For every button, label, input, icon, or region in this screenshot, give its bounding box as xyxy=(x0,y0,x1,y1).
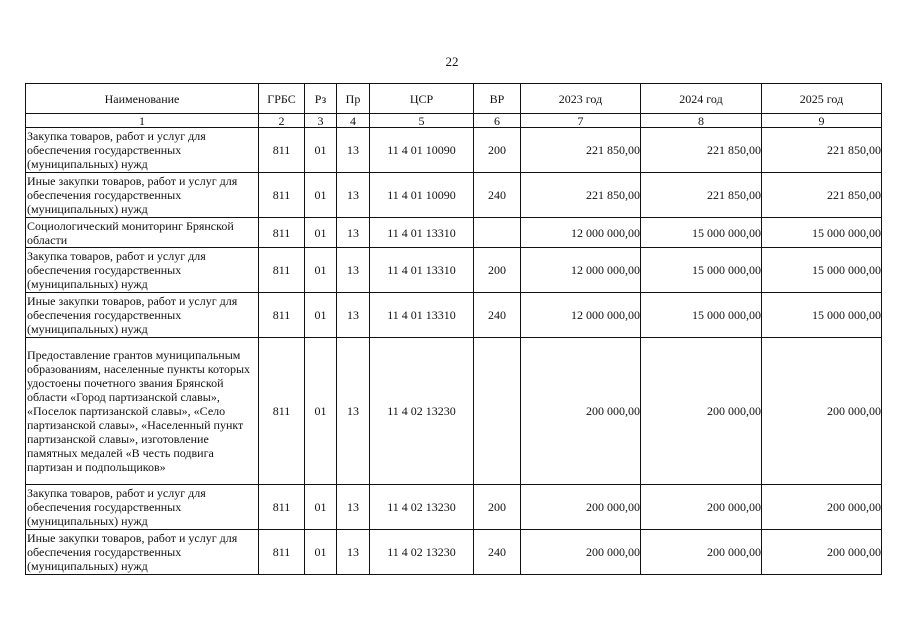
row-amount-2024: 221 850,00 xyxy=(641,173,762,218)
row-amount-2025: 200 000,00 xyxy=(762,530,882,575)
row-vr: 200 xyxy=(474,248,521,293)
row-grbs: 811 xyxy=(259,218,305,248)
column-number: 6 xyxy=(474,114,521,128)
column-header-rz: Рз xyxy=(305,84,337,114)
table-row xyxy=(26,530,882,575)
column-number-row xyxy=(26,114,882,128)
budget-table xyxy=(25,83,882,575)
row-amount-2024: 15 000 000,00 xyxy=(641,218,762,248)
row-rz: 01 xyxy=(305,128,337,173)
row-amount-2024: 15 000 000,00 xyxy=(641,248,762,293)
row-csr: 11 4 01 10090 xyxy=(370,173,474,218)
row-amount-2025: 15 000 000,00 xyxy=(762,293,882,338)
row-csr: 11 4 01 13310 xyxy=(370,248,474,293)
table-row xyxy=(26,173,882,218)
row-amount-2023: 221 850,00 xyxy=(521,128,641,173)
table-row xyxy=(26,248,882,293)
column-header-grbs: ГРБС xyxy=(259,84,305,114)
row-pr: 13 xyxy=(337,128,370,173)
row-csr: 11 4 02 13230 xyxy=(370,530,474,575)
row-grbs: 811 xyxy=(259,293,305,338)
row-amount-2023: 200 000,00 xyxy=(521,485,641,530)
row-pr: 13 xyxy=(337,530,370,575)
row-csr: 11 4 01 13310 xyxy=(370,218,474,248)
row-grbs: 811 xyxy=(259,173,305,218)
row-amount-2023: 200 000,00 xyxy=(521,530,641,575)
row-name: Иные закупки товаров, работ и услуг для обеспечения государственных (муниципальных) нужд xyxy=(26,173,259,218)
row-rz: 01 xyxy=(305,293,337,338)
row-name: Закупка товаров, работ и услуг для обеспечения государственных (муниципальных) нужд xyxy=(26,248,259,293)
row-rz: 01 xyxy=(305,218,337,248)
row-vr: 240 xyxy=(474,293,521,338)
row-amount-2024: 200 000,00 xyxy=(641,485,762,530)
row-amount-2023: 12 000 000,00 xyxy=(521,293,641,338)
row-vr xyxy=(474,338,521,485)
row-name: Предоставление грантов муниципальным образованиям, населенные пункты которых удостоены почетного звания Брянской области «Город партизанской славы», «Поселок партизанской славы», «Село партизанской славы», «Населенный пункт партизанской славы», изготовление памятных медалей «В честь подвига партизан и подпольщиков» xyxy=(26,338,259,485)
row-rz: 01 xyxy=(305,248,337,293)
row-pr: 13 xyxy=(337,338,370,485)
column-number: 2 xyxy=(259,114,305,128)
row-vr: 200 xyxy=(474,485,521,530)
row-vr xyxy=(474,218,521,248)
row-amount-2023: 12 000 000,00 xyxy=(521,218,641,248)
row-amount-2024: 200 000,00 xyxy=(641,530,762,575)
row-amount-2025: 200 000,00 xyxy=(762,338,882,485)
row-rz: 01 xyxy=(305,338,337,485)
row-amount-2024: 200 000,00 xyxy=(641,338,762,485)
column-header-pr: Пр xyxy=(337,84,370,114)
row-pr: 13 xyxy=(337,173,370,218)
column-header-2024: 2024 год xyxy=(641,84,762,114)
column-header-csr: ЦСР xyxy=(370,84,474,114)
row-grbs: 811 xyxy=(259,530,305,575)
row-amount-2025: 15 000 000,00 xyxy=(762,218,882,248)
table-row xyxy=(26,128,882,173)
row-csr: 11 4 01 13310 xyxy=(370,293,474,338)
column-number: 8 xyxy=(641,114,762,128)
row-pr: 13 xyxy=(337,248,370,293)
column-header-2023: 2023 год xyxy=(521,84,641,114)
row-pr: 13 xyxy=(337,485,370,530)
row-amount-2023: 200 000,00 xyxy=(521,338,641,485)
row-amount-2025: 200 000,00 xyxy=(762,485,882,530)
header-row xyxy=(26,84,882,114)
row-vr: 240 xyxy=(474,530,521,575)
row-amount-2025: 221 850,00 xyxy=(762,128,882,173)
row-grbs: 811 xyxy=(259,485,305,530)
column-number: 1 xyxy=(26,114,259,128)
row-grbs: 811 xyxy=(259,338,305,485)
page-number: 22 xyxy=(445,54,459,69)
row-rz: 01 xyxy=(305,485,337,530)
row-name: Иные закупки товаров, работ и услуг для обеспечения государственных (муниципальных) нужд xyxy=(26,293,259,338)
row-rz: 01 xyxy=(305,173,337,218)
table-row xyxy=(26,218,882,248)
row-rz: 01 xyxy=(305,530,337,575)
row-name: Закупка товаров, работ и услуг для обеспечения государственных (муниципальных) нужд xyxy=(26,128,259,173)
column-number: 4 xyxy=(337,114,370,128)
row-amount-2025: 221 850,00 xyxy=(762,173,882,218)
row-amount-2025: 15 000 000,00 xyxy=(762,248,882,293)
row-amount-2024: 15 000 000,00 xyxy=(641,293,762,338)
row-amount-2023: 12 000 000,00 xyxy=(521,248,641,293)
column-header-name: Наименование xyxy=(26,84,259,114)
column-number: 5 xyxy=(370,114,474,128)
row-pr: 13 xyxy=(337,293,370,338)
table-row xyxy=(26,485,882,530)
column-number: 9 xyxy=(762,114,882,128)
row-grbs: 811 xyxy=(259,128,305,173)
table-row xyxy=(26,338,882,485)
column-number: 3 xyxy=(305,114,337,128)
row-csr: 11 4 02 13230 xyxy=(370,485,474,530)
row-pr: 13 xyxy=(337,218,370,248)
column-header-2025: 2025 год xyxy=(762,84,882,114)
row-vr: 200 xyxy=(474,128,521,173)
row-csr: 11 4 01 10090 xyxy=(370,128,474,173)
row-name: Иные закупки товаров, работ и услуг для обеспечения государственных (муниципальных) нужд xyxy=(26,530,259,575)
table-row xyxy=(26,293,882,338)
row-grbs: 811 xyxy=(259,248,305,293)
row-csr: 11 4 02 13230 xyxy=(370,338,474,485)
column-number: 7 xyxy=(521,114,641,128)
row-name: Социологический мониторинг Брянской области xyxy=(26,218,259,248)
column-header-vr: ВР xyxy=(474,84,521,114)
row-amount-2024: 221 850,00 xyxy=(641,128,762,173)
row-name: Закупка товаров, работ и услуг для обеспечения государственных (муниципальных) нужд xyxy=(26,485,259,530)
row-amount-2023: 221 850,00 xyxy=(521,173,641,218)
row-vr: 240 xyxy=(474,173,521,218)
